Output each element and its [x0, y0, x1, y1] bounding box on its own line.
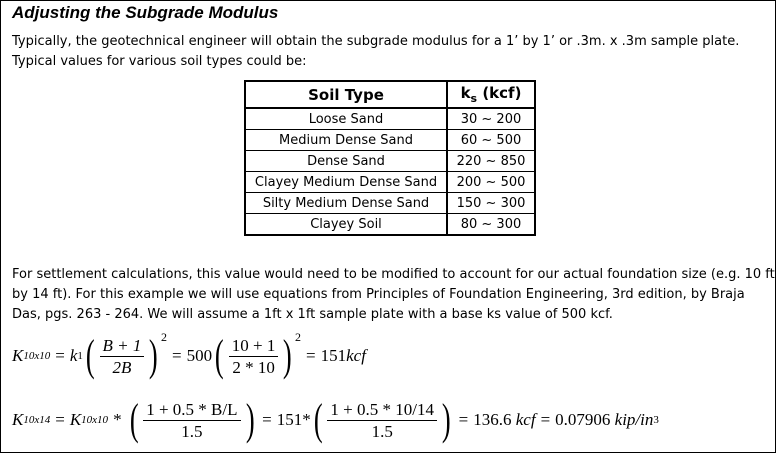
ks-cell: 60 ~ 500	[447, 130, 535, 151]
soil-cell: Loose Sand	[245, 108, 447, 130]
intro-line: Typical values for various soil types could be:	[12, 54, 307, 69]
soil-cell: Medium Dense Sand	[245, 130, 447, 151]
header-soil-type: Soil Type	[245, 81, 447, 108]
settlement-line: For settlement calculations, this value would need to be modified to account for our actual foundation size (e.g. 10 ft	[12, 267, 775, 282]
ks-cell: 80 ~ 300	[447, 214, 535, 236]
settlement-line: Das, pgs. 263 - 264. We will assume a 1ft x 1ft sample plate with a base ks value of 500 kcf.	[12, 307, 613, 322]
ks-cell: 30 ~ 200	[447, 108, 535, 130]
table-row	[245, 193, 535, 214]
fraction: $\frac{1 + 0.5 * B/L}{1.5}$	[143, 400, 240, 441]
table-row	[245, 108, 535, 130]
table-row	[245, 172, 535, 193]
fraction: $\frac{B + 1}{2B}$	[100, 336, 145, 377]
soil-cell: Silty Medium Dense Sand	[245, 193, 447, 214]
settlement-paragraph	[12, 265, 775, 325]
soil-cell: Clayey Soil	[245, 214, 447, 236]
equation-k10x10: K 10x10 = k 1 ( $\frac{B + 1}{2B}$ ) 2 = 500 ( $\frac{10 + 1}{2 * 10}$ ) 2 = 151 kcf	[12, 330, 366, 380]
table-row	[245, 151, 535, 172]
table-header-row	[245, 81, 535, 108]
section-title: Adjusting the Subgrade Modulus	[12, 3, 279, 22]
intro-paragraph	[12, 32, 739, 72]
table-row	[245, 214, 535, 236]
ks-cell: 150 ~ 300	[447, 193, 535, 214]
header-ks: $k_s$ (kcf)	[447, 81, 535, 108]
soil-cell: Clayey Medium Dense Sand	[245, 172, 447, 193]
ks-cell: 200 ~ 500	[447, 172, 535, 193]
fraction: $\frac{10 + 1}{2 * 10}$	[229, 336, 279, 377]
intro-line: Typically, the geotechnical engineer will obtain the subgrade modulus for a 1’ by 1’ or .3m. x .3m sample plate.	[12, 34, 740, 49]
ks-cell: 220 ~ 850	[447, 151, 535, 172]
table-row	[245, 130, 535, 151]
soil-modulus-table	[244, 80, 536, 236]
soil-cell: Dense Sand	[245, 151, 447, 172]
settlement-line: by 14 ft). For this example we will use equations from Principles of Foundation Engineering, 3rd edition, by Braja	[12, 287, 745, 302]
fraction: $\frac{1 + 0.5 * 10/14}{1.5}$	[327, 400, 437, 441]
equation-k10x14: K 10x14 = K 10x10 * ( $\frac{1 + 0.5 * B/L}{1.5}$ ) = 151 * ( $\frac{1 + 0.5 * 10/14}{1.5}$ ) = 136.6 kcf = 0.07906 kip/in 3	[12, 395, 659, 444]
